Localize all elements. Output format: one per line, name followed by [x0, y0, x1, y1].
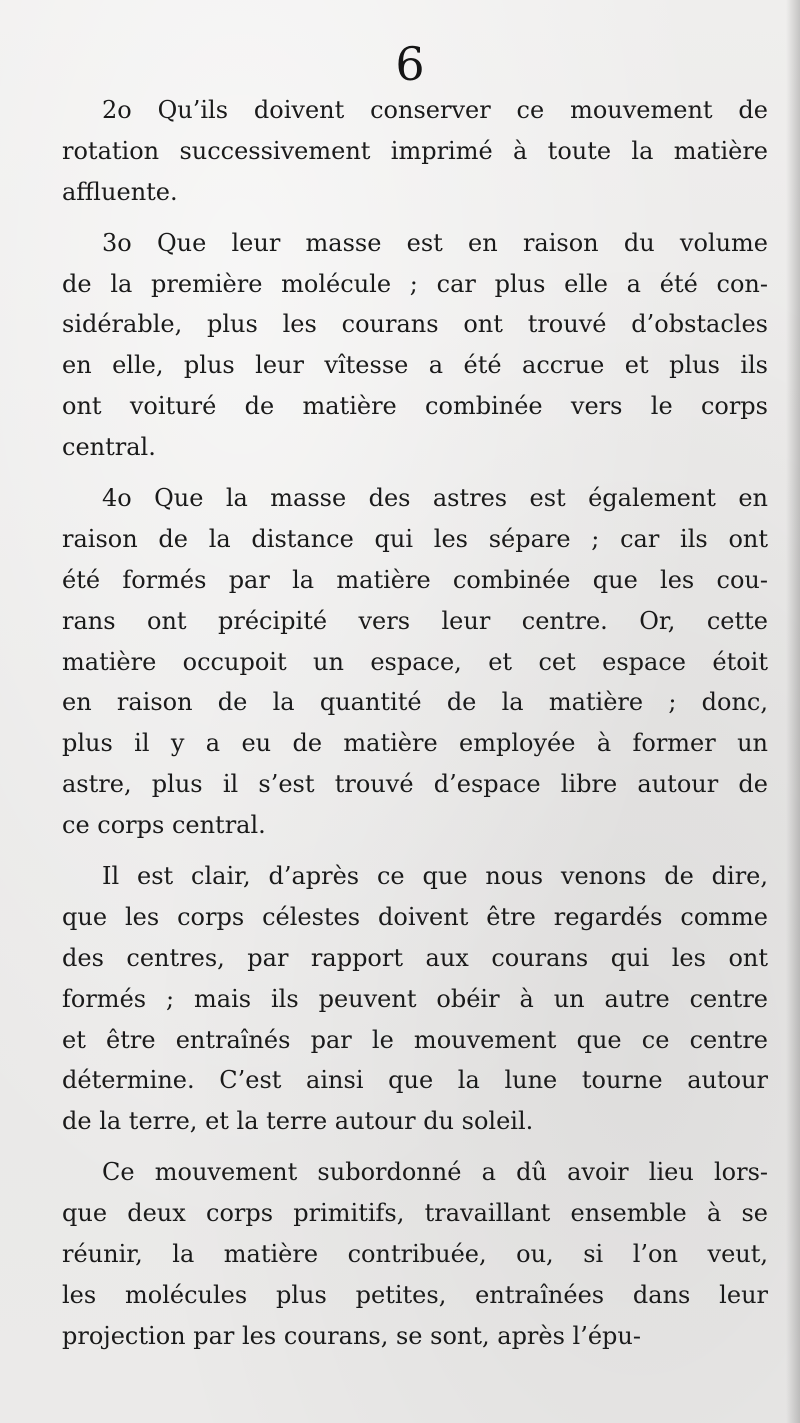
text-line: ont voituré de matière combinée vers le corps	[62, 392, 768, 421]
text-line: matière occupoit un espace, et cet espace étoit	[62, 647, 768, 676]
text-line: que deux corps primitifs, travaillant ensemble à se	[62, 1199, 768, 1228]
text-line: plus il y a eu de matière employée à former un	[62, 729, 768, 758]
text-line: rans ont précipité vers leur centre. Or, cette	[62, 606, 768, 635]
text-line: ce corps central.	[62, 811, 266, 840]
text-line: sidérable, plus les courans ont trouvé d’obstacles	[62, 310, 768, 339]
text-line: que les corps célestes doivent être regardés comme	[62, 902, 768, 931]
text-line: raison de la distance qui les sépare ; car ils ont	[62, 524, 768, 553]
text-line: en raison de la quantité de la matière ; donc,	[62, 688, 768, 717]
text-line: les molécules plus petites, entraînées dans leur	[62, 1280, 768, 1309]
text-line: de la première molécule ; car plus elle a été con-	[62, 269, 768, 298]
text-line: 2o Qu’ils doivent conserver ce mouvement de	[102, 96, 768, 124]
body-text	[62, 90, 768, 1367]
page-edge-shadow	[786, 0, 800, 1423]
text-line: 4o Que la masse des astres est également en	[102, 484, 768, 513]
text-line: des centres, par rapport aux courans qui les ont	[62, 943, 768, 972]
paragraph	[62, 478, 768, 846]
text-line: été formés par la matière combinée que les cou-	[62, 565, 768, 594]
text-line: Ce mouvement subordonné a dû avoir lieu lors-	[102, 1158, 768, 1187]
text-line: affluente.	[62, 177, 178, 206]
text-line: projection par les courans, se sont, après l’épu-	[62, 1321, 641, 1350]
text-line: 3o Que leur masse est en raison du volume	[102, 228, 768, 257]
text-line: astre, plus il s’est trouvé d’espace libre autour de	[62, 770, 768, 799]
text-line: de la terre, et la terre autour du soleil.	[62, 1107, 534, 1136]
text-line: rotation successivement imprimé à toute la matière	[62, 136, 768, 165]
text-line: détermine. C’est ainsi que la lune tourne autour	[62, 1066, 768, 1095]
paragraph	[62, 1152, 768, 1356]
page-number: 6	[395, 37, 425, 91]
paragraph	[62, 856, 768, 1142]
text-line: réunir, la matière contribuée, ou, si l’on veut,	[62, 1240, 768, 1269]
text-line: et être entraînés par le mouvement que ce centre	[62, 1025, 768, 1054]
text-line: central.	[62, 433, 156, 462]
text-line: Il est clair, d’après ce que nous venons de dire,	[102, 862, 768, 891]
text-line: formés ; mais ils peuvent obéir à un autre centre	[62, 984, 768, 1013]
paragraph	[62, 90, 768, 213]
paragraph	[62, 223, 768, 468]
text-line: en elle, plus leur vîtesse a été accrue et plus ils	[62, 351, 768, 380]
